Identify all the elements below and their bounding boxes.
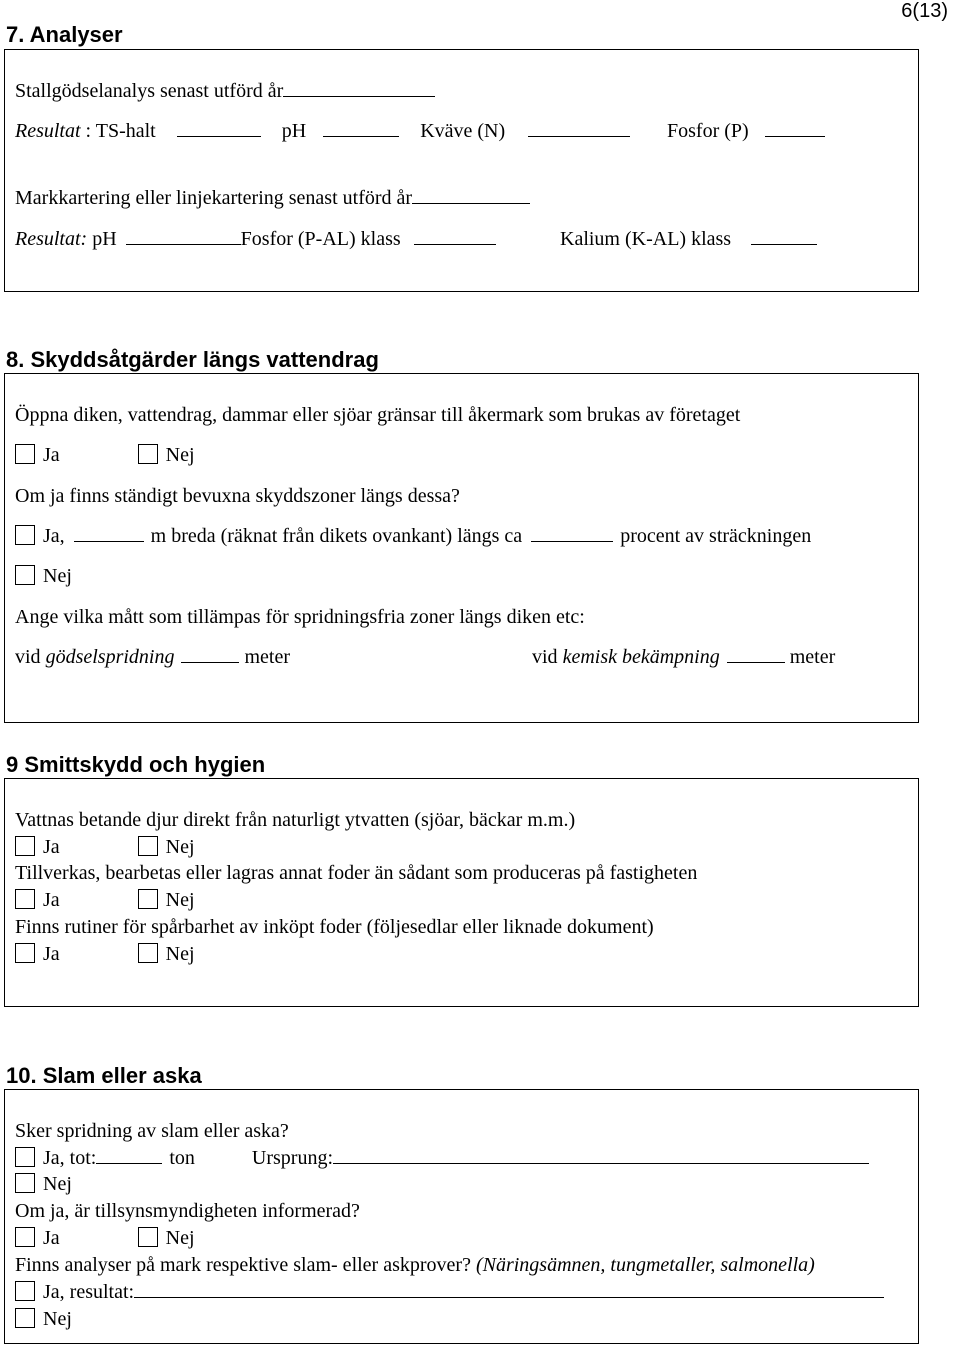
s8-q1-yes-label: Ja [43,444,60,466]
s8-q2-no-label: Nej [43,565,72,587]
s9-q1-yes-checkbox[interactable] [15,836,35,856]
s10-q3-no-row [15,1307,72,1331]
ph2-field[interactable] [126,228,241,245]
manure-spread-label: gödselspridning [45,646,175,668]
zone-percent-text: procent av sträckningen [620,525,812,547]
s8-q1: Öppna diken, vattendrag, dammar eller sjöar gränsar till åkermark som brukas av företaget [15,404,741,426]
s8-q3: Ange vilka mått som tillämpas för spridningsfria zoner längs diken etc: [15,606,585,628]
ton-label: ton [169,1147,195,1169]
mapping-year-field[interactable] [412,187,530,204]
s9-q1-answers [15,835,195,859]
s10-q1-no-row [15,1172,72,1196]
nitrogen-label: Kväve (N) [420,120,506,142]
s10-q2: Om ja, är tillsynsmyndigheten informerad? [15,1200,360,1222]
origin-label: Ursprung: [251,1147,334,1169]
s8-q2: Om ja finns ständigt bevuxna skyddszoner längs dessa? [15,485,460,507]
nitrogen-field[interactable] [528,120,630,137]
kal-row [560,227,817,251]
vid-label-1: vid [15,646,41,668]
ts-field[interactable] [177,120,261,137]
meter-label-2: meter [789,646,836,668]
s10-q2-no-checkbox[interactable] [138,1227,158,1247]
s10-q2-yes-checkbox[interactable] [15,1227,35,1247]
ph2-label: pH [92,228,117,250]
s8-q2-no-row [15,564,72,588]
meter-label-1: meter [244,646,290,668]
result2-label: Resultat: [15,228,88,250]
chem-distance-field[interactable] [727,646,785,663]
manure-year-field[interactable] [283,80,435,97]
phosphorus-row [667,119,825,143]
manure-analysis-row [15,79,435,103]
s9-q3-yes-label: Ja [43,943,60,965]
s9-q2-yes-label: Ja [43,889,60,911]
s8-q1-no-checkbox[interactable] [138,444,158,464]
section-7-heading: 7. Analyser [6,22,123,47]
s10-q3-no-checkbox[interactable] [15,1308,35,1328]
section-9-heading: 9 Smittskydd och hygien [6,752,266,777]
s10-q3-row [15,1253,815,1277]
manure-result-row [15,119,630,143]
s10-q3-italic: (Näringsämnen, tungmetaller, salmonella) [475,1254,815,1276]
manure-distance-row [15,645,290,669]
zone-width-text: m breda (räknat från dikets ovankant) längs ca [150,525,523,547]
s8-q2-yes-label: Ja, [43,525,65,547]
s8-q1-no-label: Nej [165,444,195,466]
s10-q3-yes-row [15,1280,884,1304]
s10-q1-yes-checkbox[interactable] [15,1147,35,1167]
s10-q3-no-label: Nej [43,1308,72,1330]
s8-q1-yes-checkbox[interactable] [15,444,35,464]
s9-q2-answers [15,888,195,912]
manure-distance-field[interactable] [181,646,239,663]
ph-field[interactable] [323,120,399,137]
s10-q2-no-label: Nej [165,1227,195,1249]
phosphorus-label: Fosfor (P) [667,120,749,142]
mapping-result-row [15,227,496,251]
zone-percent-field[interactable] [531,525,613,542]
page-number: 6(13) [901,0,948,22]
section-8-heading: 8. Skyddsåtgärder längs vattendrag [6,347,379,372]
s9-q3-no-label: Nej [165,943,195,965]
result-label: Resultat [15,120,81,142]
s9-q3-answers [15,942,195,966]
zone-width-field[interactable] [74,525,144,542]
s8-q2-yes-row [15,524,811,548]
s10-q3: Finns analyser på mark respektive slam- eller askprover? [15,1254,471,1276]
s9-q3: Finns rutiner för spårbarhet av inköpt foder (följesedlar eller liknade dokument) [15,916,654,938]
s10-q1-yes-row [15,1146,869,1170]
s10-q2-answers [15,1226,195,1250]
s10-q1-no-label: Nej [43,1173,72,1195]
s9-q3-no-checkbox[interactable] [138,943,158,963]
mapping-label: Markkartering eller linjekartering senast utförd år [15,187,413,209]
s9-q2-no-label: Nej [165,889,195,911]
vid-label-2: vid [532,646,558,668]
kal-field[interactable] [751,228,817,245]
kal-label: Kalium (K-AL) klass [560,228,732,250]
s8-q1-answers [15,443,195,467]
chem-label: kemisk bekämpning [562,646,720,668]
s9-q1-yes-label: Ja [43,836,60,858]
s9-q2-no-checkbox[interactable] [138,889,158,909]
mapping-row [15,186,530,210]
result-sep: : [80,120,96,142]
s10-q2-yes-label: Ja [43,1227,60,1249]
section-10-heading: 10. Slam eller aska [6,1063,202,1088]
s10-q3-yes-label: Ja, resultat: [43,1281,135,1303]
s9-q1-no-label: Nej [165,836,195,858]
s10-q1: Sker spridning av slam eller aska? [15,1120,289,1142]
pal-field[interactable] [414,228,496,245]
s10-q3-yes-checkbox[interactable] [15,1281,35,1301]
s8-q2-yes-checkbox[interactable] [15,525,35,545]
s9-q3-yes-checkbox[interactable] [15,943,35,963]
s9-q1: Vattnas betande djur direkt från naturligt ytvatten (sjöar, bäckar m.m.) [15,809,576,831]
chem-distance-row [532,645,835,669]
s9-q2: Tillverkas, bearbetas eller lagras annat foder än sådant som produceras på fastigheten [15,862,698,884]
s9-q1-no-checkbox[interactable] [138,836,158,856]
phosphorus-field[interactable] [765,120,825,137]
s10-q1-yes-label: Ja, tot: [43,1147,97,1169]
ph-label: pH [281,120,307,142]
analysis-result-field[interactable] [134,1281,884,1298]
manure-analysis-label: Stallgödselanalys senast utförd år [15,80,284,102]
s8-q2-no-checkbox[interactable] [15,565,35,585]
pal-label: Fosfor (P-AL) klass [240,228,401,250]
tonnage-field[interactable] [96,1147,162,1164]
ts-label: TS-halt [95,120,156,142]
origin-field[interactable] [333,1147,869,1164]
s9-q2-yes-checkbox[interactable] [15,889,35,909]
s10-q1-no-checkbox[interactable] [15,1173,35,1193]
